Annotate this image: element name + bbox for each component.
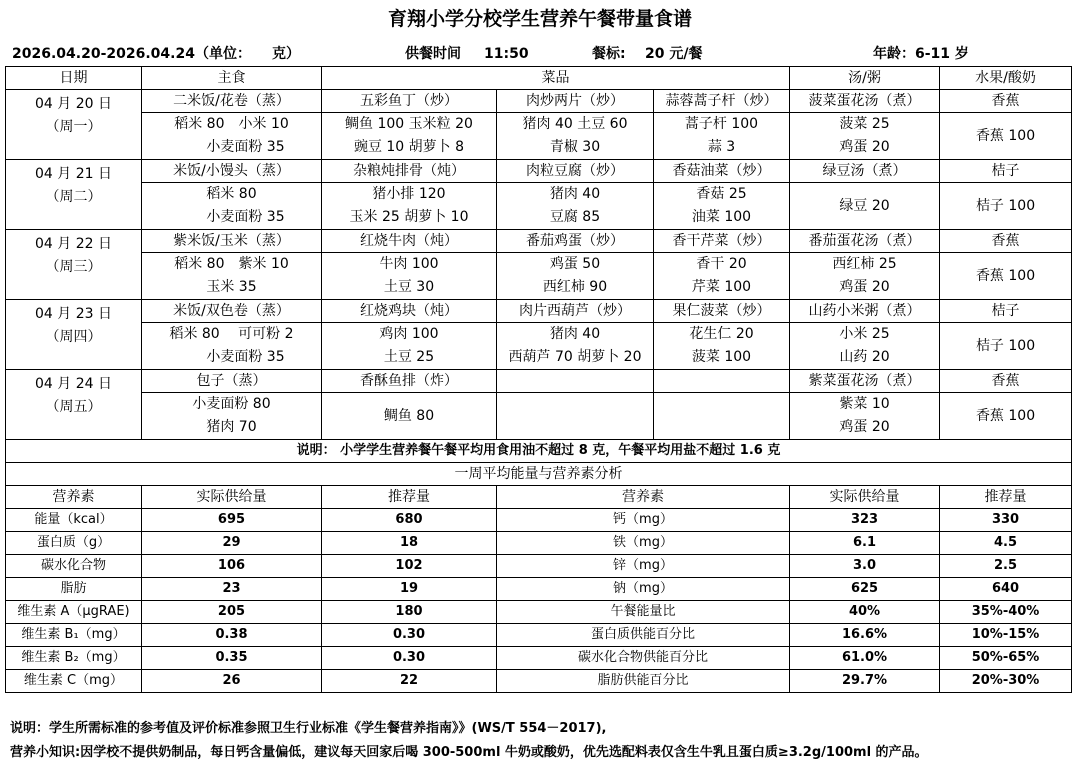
nutrient-cell: 625 <box>790 578 940 601</box>
nutrient-cell: 蛋白质供能百分比 <box>497 624 790 647</box>
footer-note-standard: 说明：学生所需标准的参考值及评价标准参照卫生行业标准《学生餐营养指南》》(WS/T 554－2017), <box>10 721 607 736</box>
ingredient-line: 猪肉 40 <box>549 186 601 202</box>
nutrient-cell: 维生素 B₂（mg） <box>6 647 142 670</box>
fruit-name: 桔子 <box>940 160 1072 183</box>
nutrient-cell: 61.0% <box>790 647 940 670</box>
nutrient-cell: 铁（mg） <box>497 532 790 555</box>
day-date-cell <box>6 300 142 370</box>
day-date-cell <box>6 90 142 160</box>
nutrient-cell: 维生素 C（mg） <box>6 670 142 693</box>
dish-ingredients <box>322 323 497 370</box>
dish-name: 红烧牛肉（炖） <box>322 230 497 253</box>
staple-name: 紫米饭/玉米（蒸） <box>142 230 322 253</box>
fruit-name: 香蕉 <box>940 90 1072 113</box>
dish-ingredients <box>322 393 497 440</box>
dish-ingredients <box>322 183 497 230</box>
dish-name: 五彩鱼丁（炒） <box>322 90 497 113</box>
dish-name: 果仁菠菜（炒） <box>654 300 790 323</box>
ingredient-line: 小麦面粉 80 <box>192 396 271 412</box>
day-row <box>6 160 1072 183</box>
nutrient-cell: 50%-65% <box>940 647 1072 670</box>
day-weekday: （周一） <box>45 119 102 135</box>
nutrient-cell: 22 <box>322 670 497 693</box>
day-weekday: （周三） <box>45 259 102 275</box>
nutrient-row <box>6 670 1072 693</box>
staple-ingredients <box>142 253 322 300</box>
fruit-ingredients: 香蕉 100 <box>940 113 1072 160</box>
nutrient-row <box>6 555 1072 578</box>
ingredient-line: 土豆 25 <box>383 349 435 365</box>
day-date: 04 月 23 日 <box>35 306 112 322</box>
staple-ingredients <box>142 323 322 370</box>
dish-name: 肉粒豆腐（炒） <box>497 160 654 183</box>
day-ingredient-row <box>6 393 1072 440</box>
ingredient-line: 鸡蛋 20 <box>839 279 890 295</box>
fruit-ingredients: 桔子 100 <box>940 323 1072 370</box>
staple-name: 米饭/小馒头（蒸） <box>142 160 322 183</box>
nutrient-row <box>6 578 1072 601</box>
day-row <box>6 230 1072 253</box>
header-date: 日期 <box>6 67 142 90</box>
nutrient-cell: 29 <box>142 532 322 555</box>
oil-salt-note: 说明： 小学学生营养餐午餐平均用食用油不超过 8 克，午餐平均用盐不超过 1.6 克 <box>6 440 1072 463</box>
staple-name: 二米饭/花卷（蒸） <box>142 90 322 113</box>
day-date-cell <box>6 370 142 440</box>
ingredient-line: 稻米 80 <box>206 186 257 202</box>
dish-name: 香菇油菜（炒） <box>654 160 790 183</box>
soup-name: 番茄蛋花汤（煮） <box>790 230 940 253</box>
day-row <box>6 300 1072 323</box>
ingredient-line: 稻米 80 紫米 10 <box>174 256 289 272</box>
soup-name: 山药小米粥（煮） <box>790 300 940 323</box>
ingredient-line: 猪小排 120 <box>372 186 446 202</box>
nutrient-cell: 能量（kcal） <box>6 509 142 532</box>
dish-ingredients <box>654 393 790 440</box>
day-weekday: （周二） <box>45 189 102 205</box>
soup-ingredients <box>790 323 940 370</box>
nutrient-cell: 钠（mg） <box>497 578 790 601</box>
ingredient-line: 豌豆 10 胡萝卜 8 <box>353 139 465 155</box>
date-range: 2026.04.20-2026.04.24（单位： <box>12 46 251 62</box>
ingredient-line: 芹菜 100 <box>691 279 752 295</box>
ingredient-line: 青椒 30 <box>549 139 601 155</box>
soup-name: 菠菜蛋花汤（煮） <box>790 90 940 113</box>
ingredient-line: 鸡蛋 20 <box>839 139 890 155</box>
ingredient-line: 油菜 100 <box>691 209 752 225</box>
ingredient-line: 西红柿 90 <box>542 279 608 295</box>
header-soup: 汤/粥 <box>790 67 940 90</box>
ingredient-line: 鲷鱼 100 玉米粒 20 <box>345 116 473 132</box>
day-date-cell <box>6 160 142 230</box>
ingredient-line: 蒿子杆 100 <box>684 116 759 132</box>
ingredient-line: 猪肉 40 <box>549 326 601 342</box>
ingredient-line: 牛肉 100 <box>379 256 439 272</box>
dish-name: 香干芹菜（炒） <box>654 230 790 253</box>
unit-label: 克） <box>272 46 300 62</box>
nutrient-cell: 钙（mg） <box>497 509 790 532</box>
day-row <box>6 370 1072 393</box>
ingredient-line: 玉米 35 <box>206 279 257 295</box>
nutrient-cell: 脂肪供能百分比 <box>497 670 790 693</box>
nutrient-cell: 6.1 <box>790 532 940 555</box>
dish-name <box>654 370 790 393</box>
nutrient-cell: 4.5 <box>940 532 1072 555</box>
nutrient-cell: 19 <box>322 578 497 601</box>
nutrient-cell: 695 <box>142 509 322 532</box>
day-ingredient-row <box>6 323 1072 370</box>
nutrient-cell: 23 <box>142 578 322 601</box>
analysis-header: 推荐量 <box>322 486 497 509</box>
nutrient-cell: 40% <box>790 601 940 624</box>
nutrient-cell: 323 <box>790 509 940 532</box>
ingredient-line: 西红柿 25 <box>832 256 897 272</box>
nutrient-cell: 2.5 <box>940 555 1072 578</box>
nutrient-cell: 锌（mg） <box>497 555 790 578</box>
ingredient-line: 稻米 80 小米 10 <box>174 116 289 132</box>
ingredient-line: 西葫芦 70 胡萝卜 20 <box>508 349 642 365</box>
staple-ingredients <box>142 183 322 230</box>
age-range: 年龄：6-11 岁 <box>873 46 969 62</box>
ingredient-line: 鸡蛋 50 <box>549 256 601 272</box>
fruit-name: 桔子 <box>940 300 1072 323</box>
dish-name: 蒜蓉蒿子杆（炒） <box>654 90 790 113</box>
nutrient-cell: 20%-30% <box>940 670 1072 693</box>
ingredient-line: 香菇 25 <box>696 186 747 202</box>
dish-ingredients <box>497 323 654 370</box>
nutrient-cell: 0.35 <box>142 647 322 670</box>
dish-ingredients <box>654 323 790 370</box>
fruit-name: 香蕉 <box>940 370 1072 393</box>
nutrient-cell: 10%-15% <box>940 624 1072 647</box>
header-dishes: 菜品 <box>322 67 790 90</box>
price: 20 元/餐 <box>645 46 703 62</box>
dish-ingredients <box>322 113 497 160</box>
ingredient-line: 菠菜 100 <box>691 349 752 365</box>
nutrient-cell: 35%-40% <box>940 601 1072 624</box>
nutrient-row <box>6 624 1072 647</box>
nutrient-cell: 午餐能量比 <box>497 601 790 624</box>
day-weekday: （周五） <box>45 399 102 415</box>
ingredient-line: 鸡蛋 20 <box>839 419 890 435</box>
day-weekday: （周四） <box>45 329 102 345</box>
nutrient-row <box>6 647 1072 670</box>
price-label: 餐标: <box>592 46 626 62</box>
ingredient-line: 小麦面粉 35 <box>178 349 285 365</box>
nutrient-row <box>6 601 1072 624</box>
nutrient-cell: 680 <box>322 509 497 532</box>
staple-ingredients <box>142 113 322 160</box>
day-ingredient-row <box>6 183 1072 230</box>
day-date-cell <box>6 230 142 300</box>
ingredient-line: 菠菜 25 <box>839 116 890 132</box>
nutrient-row <box>6 509 1072 532</box>
ingredient-line: 小麦面粉 35 <box>178 209 285 225</box>
soup-ingredients <box>790 393 940 440</box>
nutrient-cell: 碳水化合物供能百分比 <box>497 647 790 670</box>
dish-ingredients <box>497 183 654 230</box>
dish-name <box>497 370 654 393</box>
nutrient-cell: 蛋白质（g） <box>6 532 142 555</box>
soup-name: 紫菜蛋花汤（煮） <box>790 370 940 393</box>
nutrient-cell: 18 <box>322 532 497 555</box>
ingredient-line: 稻米 80 可可粉 2 <box>169 326 294 342</box>
ingredient-line: 猪肉 40 土豆 60 <box>522 116 628 132</box>
day-row <box>6 90 1072 113</box>
fruit-ingredients: 桔子 100 <box>940 183 1072 230</box>
day-ingredient-row <box>6 253 1072 300</box>
dish-ingredients <box>497 393 654 440</box>
serving-time: 11:50 <box>484 46 529 62</box>
nutrient-cell: 碳水化合物 <box>6 555 142 578</box>
ingredient-line: 豆腐 85 <box>549 209 601 225</box>
nutrient-row <box>6 532 1072 555</box>
nutrient-cell: 102 <box>322 555 497 578</box>
dish-name: 肉片西葫芦（炒） <box>497 300 654 323</box>
ingredient-line: 山药 20 <box>839 349 890 365</box>
day-ingredient-row <box>6 113 1072 160</box>
fruit-ingredients: 香蕉 100 <box>940 393 1072 440</box>
header-staple: 主食 <box>142 67 322 90</box>
ingredient-line: 蒜 3 <box>707 139 736 155</box>
dish-name: 杂粮炖排骨（炖） <box>322 160 497 183</box>
soup-ingredients <box>790 183 940 230</box>
dish-name: 红烧鸡块（炖） <box>322 300 497 323</box>
dish-name: 番茄鸡蛋（炒） <box>497 230 654 253</box>
header-fruit: 水果/酸奶 <box>940 67 1072 90</box>
ingredient-line: 玉米 25 胡萝卜 10 <box>349 209 469 225</box>
day-date: 04 月 22 日 <box>35 236 112 252</box>
dish-name: 肉炒两片（炒） <box>497 90 654 113</box>
nutrient-cell: 维生素 A（μgRAE) <box>6 601 142 624</box>
dish-ingredients <box>497 113 654 160</box>
ingredient-line: 小麦面粉 35 <box>178 139 285 155</box>
nutrient-cell: 180 <box>322 601 497 624</box>
nutrient-cell: 0.30 <box>322 647 497 670</box>
ingredient-line: 小米 25 <box>839 326 890 342</box>
ingredient-line: 紫菜 10 <box>839 396 890 412</box>
fruit-ingredients: 香蕉 100 <box>940 253 1072 300</box>
nutrient-cell: 205 <box>142 601 322 624</box>
ingredient-line: 土豆 30 <box>383 279 435 295</box>
nutrient-cell: 106 <box>142 555 322 578</box>
menu-table <box>5 66 1072 693</box>
soup-ingredients <box>790 253 940 300</box>
ingredient-line: 鸡肉 100 <box>379 326 439 342</box>
dish-ingredients <box>654 113 790 160</box>
ingredient-line: 花生仁 20 <box>689 326 754 342</box>
staple-name: 包子（蒸） <box>142 370 322 393</box>
nutrient-cell: 26 <box>142 670 322 693</box>
day-date: 04 月 20 日 <box>35 96 112 112</box>
nutrient-cell: 3.0 <box>790 555 940 578</box>
nutrient-cell: 0.38 <box>142 624 322 647</box>
analysis-header: 实际供给量 <box>142 486 322 509</box>
day-date: 04 月 21 日 <box>35 166 112 182</box>
page-title: 育翔小学分校学生营养午餐带量食谱 <box>387 8 692 30</box>
soup-ingredients <box>790 113 940 160</box>
nutrient-cell: 330 <box>940 509 1072 532</box>
day-date: 04 月 24 日 <box>35 376 112 392</box>
dish-ingredients <box>497 253 654 300</box>
analysis-header: 营养素 <box>497 486 790 509</box>
nutrient-cell: 29.7% <box>790 670 940 693</box>
dish-name: 香酥鱼排（炸） <box>322 370 497 393</box>
analysis-title: 一周平均能量与营养素分析 <box>6 463 1072 486</box>
analysis-header: 营养素 <box>6 486 142 509</box>
analysis-header: 推荐量 <box>940 486 1072 509</box>
ingredient-line: 鲷鱼 80 <box>383 407 435 424</box>
soup-name: 绿豆汤（煮） <box>790 160 940 183</box>
ingredient-line: 香干 20 <box>696 256 747 272</box>
staple-ingredients <box>142 393 322 440</box>
ingredient-line: 绿豆 20 <box>839 197 890 214</box>
dish-ingredients <box>322 253 497 300</box>
nutrient-cell: 0.30 <box>322 624 497 647</box>
nutrient-cell: 640 <box>940 578 1072 601</box>
dish-ingredients <box>654 183 790 230</box>
serving-time-label: 供餐时间 <box>405 46 461 62</box>
staple-name: 米饭/双色卷（蒸） <box>142 300 322 323</box>
analysis-header: 实际供给量 <box>790 486 940 509</box>
nutrient-cell: 16.6% <box>790 624 940 647</box>
dish-ingredients <box>654 253 790 300</box>
footer-nutrition-tip: 营养小知识:因学校不提供奶制品，每日钙含量偏低，建议每天回家后喝 300-500ml 牛奶或酸奶，优先选配料表仅含生牛乳且蛋白质≥3.2g/100ml 的产品。 <box>10 745 928 760</box>
nutrient-cell: 脂肪 <box>6 578 142 601</box>
fruit-name: 香蕉 <box>940 230 1072 253</box>
nutrient-cell: 维生素 B₁（mg） <box>6 624 142 647</box>
ingredient-line: 猪肉 70 <box>206 419 257 435</box>
